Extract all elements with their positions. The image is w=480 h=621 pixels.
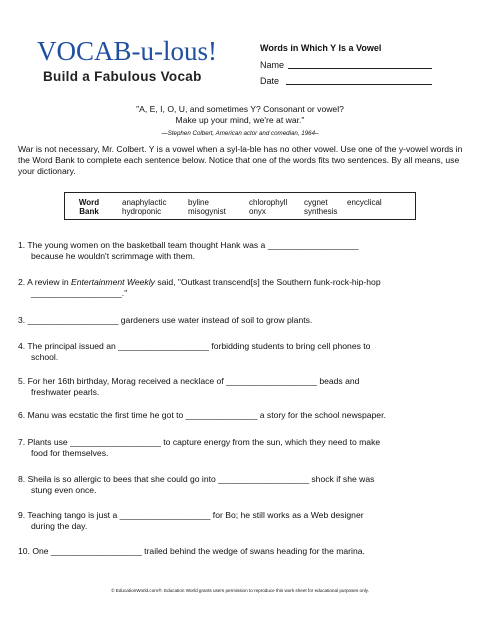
question-text: 6. Manu was ecstatic the first time he got to _______________ a story for the school newspaper. — [18, 410, 386, 420]
word-bank-word: encyclical — [347, 198, 382, 207]
quote-line-2: Make up your mind, we're at war." — [175, 115, 305, 125]
quote-line-1: "A, E, I, O, U, and sometimes Y? Consonant or vowel? — [136, 104, 344, 114]
word-bank-word: chlorophyll — [249, 198, 288, 207]
question-4 — [18, 341, 468, 363]
instructions: War is not necessary, Mr. Colbert. Y is a vowel when a syl-la-ble has no other vowel. Use one of the y-vowel words in the Word Bank to complete each sentence below. Notice that one of the words fits two sentences. By all means, use your dictionary. — [18, 144, 463, 176]
name-field[interactable] — [288, 68, 432, 69]
question-text: 10. One ___________________ trailed behind the wedge of swans heading for the marina. — [18, 546, 365, 556]
question-10 — [18, 546, 468, 557]
quote — [60, 104, 420, 126]
question-1 — [18, 240, 468, 262]
question-text-cont: food for themselves. — [31, 448, 109, 458]
question-text-cont: school. — [31, 352, 59, 362]
word-bank-word: onyx — [249, 207, 266, 216]
question-text-cont: stung even once. — [31, 485, 97, 495]
question-2 — [18, 277, 468, 299]
question-9 — [18, 510, 468, 532]
date-field[interactable] — [286, 84, 432, 85]
question-text: 7. Plants use ___________________ to capture energy from the sun, which they need to make — [18, 437, 381, 447]
question-text: 4. The principal issued an ___________________ forbidding students to bring cell phones to — [18, 341, 371, 351]
question-text-cont: because he wouldn't scrimmage with them. — [31, 251, 196, 261]
worksheet-title: Words in Which Y Is a Vowel — [260, 43, 382, 53]
question-5 — [18, 376, 468, 398]
question-text-cont: freshwater pearls. — [31, 387, 100, 397]
word-bank-label: Word Bank — [78, 198, 100, 216]
logo-title: VOCAB-u-lous! — [37, 36, 217, 66]
word-bank-word: cygnet — [304, 198, 328, 207]
question-text-cont: during the day. — [31, 521, 88, 531]
question-8 — [18, 474, 468, 496]
question-text: 9. Teaching tango is just a ___________________ for Bo; he still works as a Web designer — [18, 510, 364, 520]
question-6 — [18, 410, 468, 421]
question-text: 8. Sheila is so allergic to bees that she could go into ___________________ shock if she was — [18, 474, 375, 484]
date-label: Date — [260, 76, 280, 86]
question-text: 5. For her 16th birthday, Morag received a necklace of ___________________ beads and — [18, 376, 360, 386]
word-bank-word: anaphylactic — [122, 198, 167, 207]
question-text: 1. The young women on the basketball team thought Hank was a ___________________ — [18, 240, 359, 250]
word-bank-word: hydroponic — [122, 207, 162, 216]
word-bank-word: misogynist — [188, 207, 226, 216]
question-text-cont: ___________________." — [31, 288, 128, 298]
quote-attribution: —Stephen Colbert, American actor and comedian, 1964– — [161, 130, 319, 137]
question-7 — [18, 437, 468, 459]
copyright-footer: © EducationWorld.com®. Education World grants users permission to reproduce this work sheet for educational purposes only. — [111, 588, 369, 593]
question-text: 2. A review in Entertainment Weekly said, "Outkast transcend[s] the Southern funk-rock-hip-hop — [18, 277, 381, 287]
word-bank-word: byline — [188, 198, 209, 207]
question-3 — [18, 315, 468, 326]
question-text: 3. ___________________ gardeners use water instead of soil to grow plants. — [18, 315, 313, 325]
name-label: Name — [260, 60, 285, 70]
logo-subtitle: Build a Fabulous Vocab — [43, 69, 202, 84]
word-bank-word: synthesis — [304, 207, 338, 216]
